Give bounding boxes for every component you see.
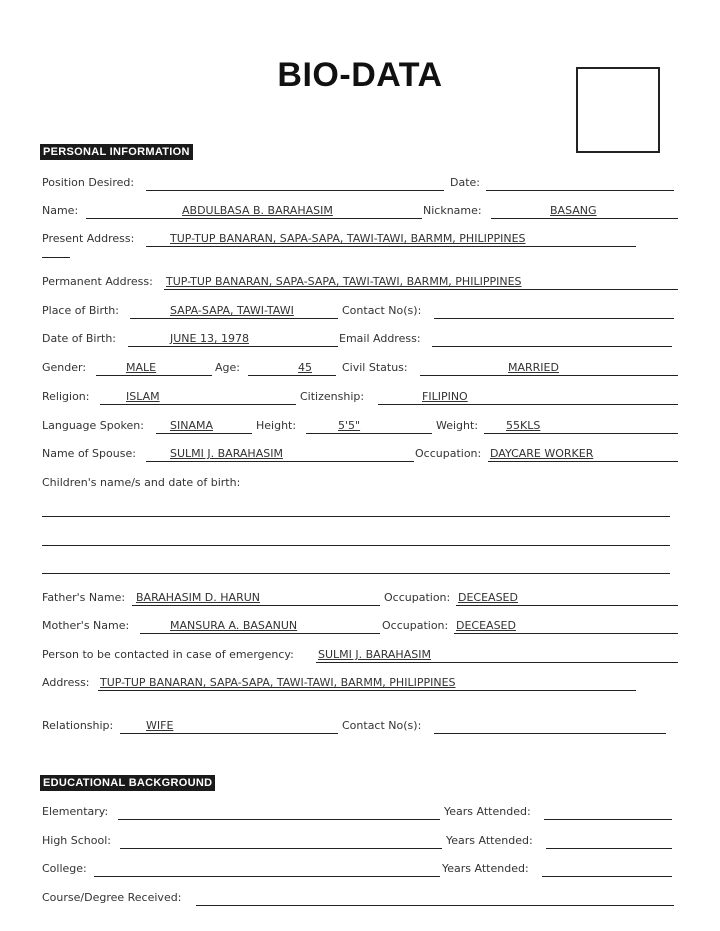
row-gender xyxy=(42,359,678,377)
emergency-contact-no-field[interactable] xyxy=(434,717,666,734)
email-address-field[interactable] xyxy=(432,330,672,347)
label-height: Height: xyxy=(256,419,297,432)
label-elementary: Elementary: xyxy=(42,805,109,818)
row-elementary xyxy=(42,803,678,821)
label-emergency-contact-no: Contact No(s): xyxy=(342,719,422,732)
row-spouse xyxy=(42,445,678,463)
page-title: BIO-DATA xyxy=(277,56,443,94)
label-position-desired: Position Desired: xyxy=(42,176,135,189)
label-emergency-contact: Person to be contacted in case of emergency: xyxy=(42,648,294,661)
row-emergency-address xyxy=(42,674,678,692)
label-place-of-birth: Place of Birth: xyxy=(42,304,119,317)
row-religion xyxy=(42,388,678,406)
label-nickname: Nickname: xyxy=(423,204,482,217)
spouse-name-value: SULMI J. BARAHASIM xyxy=(170,447,283,460)
elementary-field[interactable] xyxy=(118,803,440,820)
course-degree-field[interactable] xyxy=(196,889,674,906)
row-present-address xyxy=(42,230,678,248)
label-date-of-birth: Date of Birth: xyxy=(42,332,117,345)
row-language xyxy=(42,417,678,435)
mother-occupation-value: DECEASED xyxy=(456,619,516,632)
high-school-years-field[interactable] xyxy=(546,832,672,849)
elementary-years-field[interactable] xyxy=(544,803,672,820)
section-header-personal: PERSONAL INFORMATION xyxy=(40,144,193,160)
row-permanent-address xyxy=(42,273,678,291)
age-field[interactable] xyxy=(248,359,336,376)
label-relationship: Relationship: xyxy=(42,719,114,732)
age-value: 45 xyxy=(298,361,312,374)
row-position-desired xyxy=(42,174,678,192)
label-fathers-name: Father's Name: xyxy=(42,591,126,604)
children-line-3[interactable] xyxy=(42,573,670,574)
label-course-degree: Course/Degree Received: xyxy=(42,891,182,904)
label-college-years: Years Attended: xyxy=(442,862,529,875)
name-value: ABDULBASA B. BARAHASIM xyxy=(182,204,333,217)
label-email-address: Email Address: xyxy=(339,332,421,345)
label-present-address: Present Address: xyxy=(42,232,135,245)
row-date-of-birth xyxy=(42,330,678,348)
photo-box xyxy=(576,67,660,153)
label-college: College: xyxy=(42,862,87,875)
college-field[interactable] xyxy=(94,860,440,877)
gender-value: MALE xyxy=(126,361,157,374)
label-high-school-years: Years Attended: xyxy=(446,834,533,847)
date-of-birth-value: JUNE 13, 1978 xyxy=(170,332,249,345)
weight-value: 55KLS xyxy=(506,419,541,432)
label-language-spoken: Language Spoken: xyxy=(42,419,144,432)
row-mother xyxy=(42,617,678,635)
label-weight: Weight: xyxy=(436,419,479,432)
high-school-field[interactable] xyxy=(120,832,442,849)
religion-value: ISLAM xyxy=(126,390,160,403)
label-permanent-address: Permanent Address: xyxy=(42,275,153,288)
label-citizenship: Citizenship: xyxy=(300,390,365,403)
language-spoken-value: SINAMA xyxy=(170,419,213,432)
emergency-address-value: TUP-TUP BANARAN, SAPA-SAPA, TAWI-TAWI, BARMM, PHILIPPINES xyxy=(100,676,456,689)
label-address: Address: xyxy=(42,676,90,689)
present-address-continuation-line xyxy=(42,257,70,258)
citizenship-value: FILIPINO xyxy=(422,390,468,403)
height-field[interactable] xyxy=(306,417,432,434)
row-relationship xyxy=(42,717,678,735)
emergency-contact-value: SULMI J. BARAHASIM xyxy=(318,648,431,661)
row-name xyxy=(42,202,678,220)
place-of-birth-value: SAPA-SAPA, TAWI-TAWI xyxy=(170,304,294,317)
label-mothers-name: Mother's Name: xyxy=(42,619,130,632)
nickname-value: BASANG xyxy=(550,204,597,217)
row-course-degree xyxy=(42,889,678,907)
date-field[interactable] xyxy=(486,174,674,191)
row-place-of-birth xyxy=(42,302,678,320)
row-children xyxy=(42,474,678,492)
label-children: Children's name/s and date of birth: xyxy=(42,476,241,489)
row-high-school xyxy=(42,832,678,850)
father-occupation-value: DECEASED xyxy=(458,591,518,604)
label-date: Date: xyxy=(450,176,480,189)
label-contact-no: Contact No(s): xyxy=(342,304,422,317)
label-religion: Religion: xyxy=(42,390,90,403)
label-high-school: High School: xyxy=(42,834,112,847)
permanent-address-value: TUP-TUP BANARAN, SAPA-SAPA, TAWI-TAWI, BARMM, PHILIPPINES xyxy=(166,275,522,288)
label-gender: Gender: xyxy=(42,361,87,374)
label-civil-status: Civil Status: xyxy=(342,361,408,374)
spouse-occupation-value: DAYCARE WORKER xyxy=(490,447,594,460)
relationship-value: WIFE xyxy=(146,719,174,732)
label-age: Age: xyxy=(215,361,240,374)
position-desired-field[interactable] xyxy=(146,174,444,191)
row-college xyxy=(42,860,678,878)
label-name-of-spouse: Name of Spouse: xyxy=(42,447,136,460)
row-emergency-contact xyxy=(42,646,678,664)
label-father-occupation: Occupation: xyxy=(384,591,451,604)
fathers-name-value: BARAHASIM D. HARUN xyxy=(136,591,260,604)
label-spouse-occupation: Occupation: xyxy=(415,447,482,460)
contact-no-field[interactable] xyxy=(434,302,674,319)
civil-status-value: MARRIED xyxy=(508,361,559,374)
mothers-name-value: MANSURA A. BASANUN xyxy=(170,619,298,632)
row-father xyxy=(42,589,678,607)
label-elementary-years: Years Attended: xyxy=(444,805,531,818)
children-line-2[interactable] xyxy=(42,545,670,546)
height-value: 5'5" xyxy=(338,419,361,432)
section-header-education: EDUCATIONAL BACKGROUND xyxy=(40,775,215,791)
college-years-field[interactable] xyxy=(542,860,672,877)
children-line-1[interactable] xyxy=(42,516,670,517)
label-name: Name: xyxy=(42,204,79,217)
label-mother-occupation: Occupation: xyxy=(382,619,449,632)
present-address-value: TUP-TUP BANARAN, SAPA-SAPA, TAWI-TAWI, BARMM, PHILIPPINES xyxy=(170,232,526,245)
